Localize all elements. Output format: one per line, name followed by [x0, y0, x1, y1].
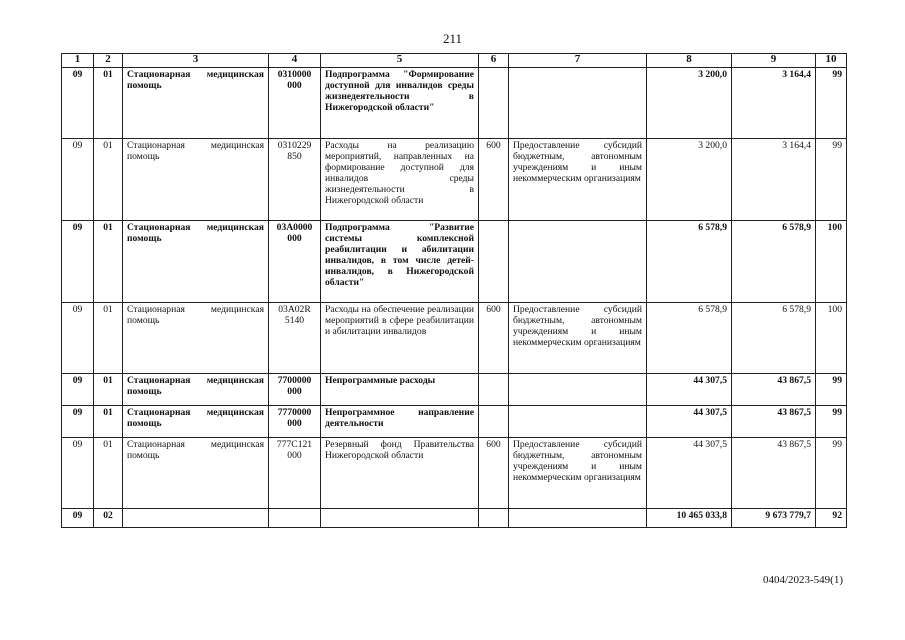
header-cell: 10 [816, 54, 847, 68]
subsection-code: 01 [94, 438, 123, 509]
planned-amount: 44 307,5 [647, 406, 732, 438]
section-code: 09 [62, 221, 94, 303]
planned-amount: 3 200,0 [647, 139, 732, 221]
target-article-name: Подпрограмма "Формирование доступной для инвалидов среды жизнедеятельности в Нижегородской области" [321, 68, 479, 139]
planned-amount: 6 578,9 [647, 221, 732, 303]
table-row [62, 406, 847, 438]
subsection-code: 01 [94, 139, 123, 221]
planned-amount: 10 465 033,8 [647, 509, 732, 528]
execution-percent: 92 [816, 509, 847, 528]
expense-type-name [509, 406, 647, 438]
header-cell: 1 [62, 54, 94, 68]
execution-percent: 100 [816, 303, 847, 374]
execution-percent: 99 [816, 68, 847, 139]
expense-type-code [479, 374, 509, 406]
executed-amount: 6 578,9 [732, 303, 816, 374]
table-row [62, 68, 847, 139]
expense-type-code [479, 509, 509, 528]
subsection-code: 01 [94, 374, 123, 406]
subsection-code: 01 [94, 303, 123, 374]
expense-type-name: Предоставление субсидий бюджетным, автономным учреждениям и иным некоммерческим организациям [509, 303, 647, 374]
target-article-code: 0310000 000 [269, 68, 321, 139]
header-cell: 2 [94, 54, 123, 68]
target-article-code: 0310229 850 [269, 139, 321, 221]
section-code: 09 [62, 139, 94, 221]
target-article-name: Расходы на обеспечение реализации мероприятий в сфере реабилитации и абилитации инвалидов [321, 303, 479, 374]
target-article-code: 03А0000 000 [269, 221, 321, 303]
section-name: Стационарная медицинская помощь [123, 374, 269, 406]
section-code: 09 [62, 438, 94, 509]
table-row [62, 438, 847, 509]
target-article-name: Расходы на реализацию мероприятий, направленных на формирование доступной для инвалидов среды жизнедеятельности в Нижегородской области [321, 139, 479, 221]
execution-percent: 99 [816, 374, 847, 406]
section-name: Стационарная медицинская помощь [123, 68, 269, 139]
header-cell: 8 [647, 54, 732, 68]
table-row [62, 374, 847, 406]
section-code: 09 [62, 374, 94, 406]
table-row [62, 139, 847, 221]
planned-amount: 44 307,5 [647, 374, 732, 406]
section-code: 09 [62, 68, 94, 139]
header-cell: 7 [509, 54, 647, 68]
target-article-code [269, 509, 321, 528]
execution-percent: 99 [816, 406, 847, 438]
expense-type-code: 600 [479, 139, 509, 221]
executed-amount: 6 578,9 [732, 221, 816, 303]
table-row [62, 221, 847, 303]
target-article-code: 03А02R 5140 [269, 303, 321, 374]
header-cell: 3 [123, 54, 269, 68]
table-row [62, 509, 847, 528]
expense-type-name: Предоставление субсидий бюджетным, автономным учреждениям и иным некоммерческим организациям [509, 438, 647, 509]
section-code: 09 [62, 406, 94, 438]
target-article-name: Непрограммные расходы [321, 374, 479, 406]
section-name: Стационарная медицинская помощь [123, 139, 269, 221]
expense-type-name [509, 509, 647, 528]
target-article-code: 7700000 000 [269, 374, 321, 406]
target-article-name [321, 509, 479, 528]
expense-type-code [479, 406, 509, 438]
page-number: 211 [442, 31, 463, 46]
header-cell: 9 [732, 54, 816, 68]
executed-amount: 43 867,5 [732, 406, 816, 438]
execution-percent: 99 [816, 438, 847, 509]
planned-amount: 3 200,0 [647, 68, 732, 139]
target-article-name: Резервный фонд Правительства Нижегородской области [321, 438, 479, 509]
expense-type-name [509, 68, 647, 139]
section-name: Стационарная медицинская помощь [123, 221, 269, 303]
subsection-code: 01 [94, 406, 123, 438]
planned-amount: 6 578,9 [647, 303, 732, 374]
section-name: Стационарная медицинская помощь [123, 406, 269, 438]
execution-percent: 99 [816, 139, 847, 221]
planned-amount: 44 307,5 [647, 438, 732, 509]
subsection-code: 02 [94, 509, 123, 528]
header-cell: 4 [269, 54, 321, 68]
execution-percent: 100 [816, 221, 847, 303]
executed-amount: 43 867,5 [732, 438, 816, 509]
target-article-name: Подпрограмма "Развитие системы комплексной реабилитации и абилитации инвалидов, в том числе детей-инвалидов, в Нижегородской области" [321, 221, 479, 303]
section-name: Стационарная медицинская помощь [123, 438, 269, 509]
expense-type-code [479, 221, 509, 303]
section-code: 09 [62, 509, 94, 528]
target-article-code: 7770000 000 [269, 406, 321, 438]
subsection-code: 01 [94, 221, 123, 303]
target-article-code: 777С121 000 [269, 438, 321, 509]
expense-type-name: Предоставление субсидий бюджетным, автономным учреждениям и иным некоммерческим организациям [509, 139, 647, 221]
budget-table [61, 53, 847, 528]
header-cell: 5 [321, 54, 479, 68]
header-cell: 6 [479, 54, 509, 68]
executed-amount: 9 673 779,7 [732, 509, 816, 528]
section-name: Стационарная медицинская помощь [123, 303, 269, 374]
executed-amount: 43 867,5 [732, 374, 816, 406]
expense-type-code [479, 68, 509, 139]
executed-amount: 3 164,4 [732, 68, 816, 139]
target-article-name: Непрограммное направление деятельности [321, 406, 479, 438]
header-row [62, 54, 847, 68]
expense-type-code: 600 [479, 303, 509, 374]
executed-amount: 3 164,4 [732, 139, 816, 221]
section-name [123, 509, 269, 528]
section-code: 09 [62, 303, 94, 374]
expense-type-code: 600 [479, 438, 509, 509]
document-code: 0404/2023-549(1) [762, 574, 843, 586]
subsection-code: 01 [94, 68, 123, 139]
expense-type-name [509, 221, 647, 303]
table-row [62, 303, 847, 374]
expense-type-name [509, 374, 647, 406]
